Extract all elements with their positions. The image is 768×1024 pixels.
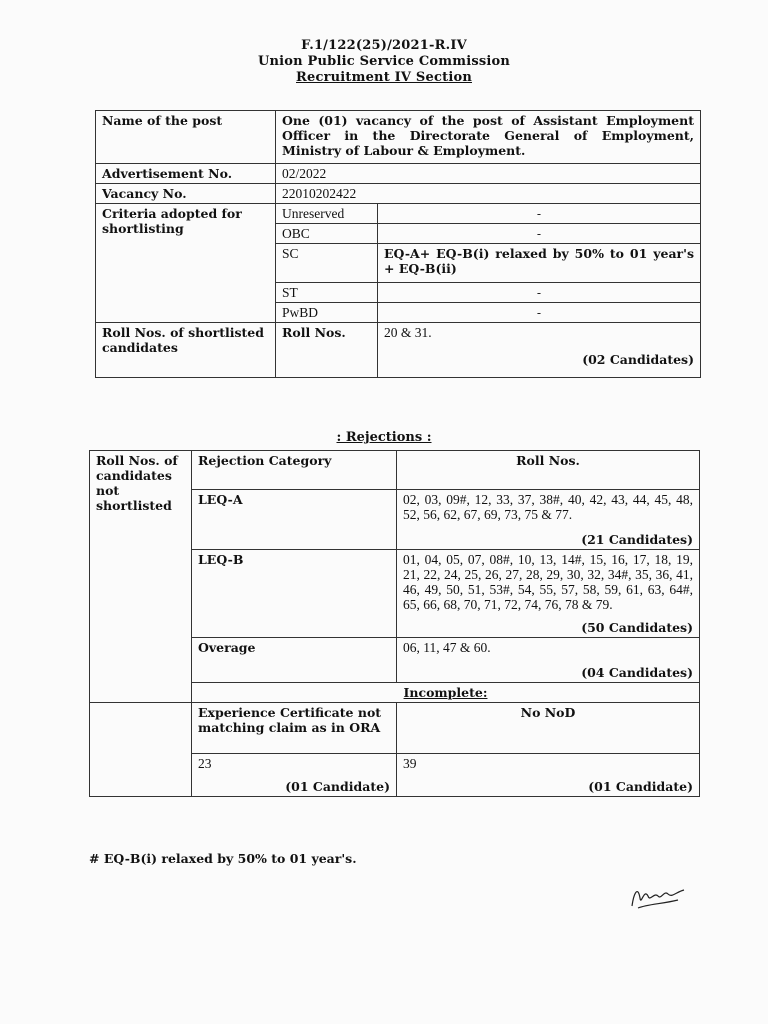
section-name: Recruitment IV Section bbox=[296, 70, 472, 85]
rejection-rolls: 02, 03, 09#, 12, 33, 37, 38#, 40, 42, 43, 44, 45, 48, 52, 56, 62, 67, 69, 73, 75 & 77. bbox=[403, 492, 693, 522]
shortlisted-rolls-cell bbox=[378, 323, 701, 378]
no-nod-roll: 39 bbox=[403, 756, 417, 771]
experience-count: (01 Candidate) bbox=[285, 779, 390, 794]
experience-roll: 23 bbox=[198, 756, 212, 771]
table-row bbox=[96, 323, 701, 378]
table-row bbox=[90, 451, 700, 490]
post-details-table bbox=[95, 110, 701, 378]
advertisement-label: Advertisement No. bbox=[96, 164, 276, 184]
criteria-category: OBC bbox=[276, 224, 378, 244]
rejections-title: : Rejections : bbox=[336, 430, 432, 445]
vacancy-value: 22010202422 bbox=[276, 184, 701, 204]
no-nod-count: (01 Candidate) bbox=[588, 779, 693, 794]
table-row bbox=[96, 204, 701, 224]
rejections-table bbox=[89, 450, 700, 797]
criteria-value: - bbox=[378, 204, 701, 224]
no-nod-rolls-cell bbox=[397, 754, 700, 797]
table-row bbox=[90, 703, 700, 754]
file-number: F.1/122(25)/2021-R.IV bbox=[301, 38, 467, 53]
shortlisted-label: Roll Nos. of shortlisted candidates bbox=[96, 323, 276, 378]
shortlisted-count: (02 Candidates) bbox=[582, 352, 694, 367]
table-row bbox=[96, 164, 701, 184]
advertisement-value: 02/2022 bbox=[276, 164, 701, 184]
experience-rolls-cell bbox=[192, 754, 397, 797]
organization-name: Union Public Service Commission bbox=[257, 54, 511, 69]
no-nod-heading: No NoD bbox=[397, 703, 700, 754]
criteria-category: SC bbox=[276, 244, 378, 283]
criteria-value: - bbox=[378, 303, 701, 323]
roll-nos-header: Roll Nos. bbox=[397, 451, 700, 490]
rejection-category: LEQ-B bbox=[192, 550, 397, 638]
signature bbox=[628, 878, 688, 914]
rejection-count: (04 Candidates) bbox=[581, 665, 693, 680]
shortlisted-rolls: 20 & 31. bbox=[384, 325, 432, 340]
vacancy-label: Vacancy No. bbox=[96, 184, 276, 204]
rejection-rolls-cell bbox=[397, 490, 700, 550]
not-shortlisted-label: Roll Nos. of candidates not shortlisted bbox=[90, 451, 192, 703]
rejection-category: LEQ-A bbox=[192, 490, 397, 550]
rejection-category: Overage bbox=[192, 638, 397, 683]
rejection-rolls-cell bbox=[397, 550, 700, 638]
rejection-rolls: 06, 11, 47 & 60. bbox=[403, 640, 491, 655]
rejection-rolls: 01, 04, 05, 07, 08#, 10, 13, 14#, 15, 16, 17, 18, 19, 21, 22, 24, 25, 26, 27, 28, 29, 30, 32, 34#, 35, 36, 41, 46, 49, 50, 51, 53#, 54, 55, 57, 58, 59, 61, 63, 64#, 65, 66, 68, 70, 71, 72, 74, 76, 78 & 79. bbox=[403, 552, 693, 612]
criteria-label: Criteria adopted for shortlisting bbox=[96, 204, 276, 323]
criteria-category: Unreserved bbox=[276, 204, 378, 224]
rejection-count: (50 Candidates) bbox=[581, 620, 693, 635]
footnote: # EQ-B(i) relaxed by 50% to 01 year's. bbox=[89, 851, 357, 866]
criteria-category: ST bbox=[276, 283, 378, 303]
criteria-value: - bbox=[378, 283, 701, 303]
post-name-value: One (01) vacancy of the post of Assistant Employment Officer in the Directorate General of Employment, Ministry of Labour & Employment. bbox=[276, 111, 701, 164]
criteria-value: - bbox=[378, 224, 701, 244]
post-name-label: Name of the post bbox=[96, 111, 276, 164]
empty-cell bbox=[90, 703, 192, 797]
rejection-category-header: Rejection Category bbox=[192, 451, 397, 490]
criteria-value: EQ-A+ EQ-B(i) relaxed by 50% to 01 year's + EQ-B(ii) bbox=[378, 244, 701, 283]
criteria-category: PwBD bbox=[276, 303, 378, 323]
incomplete-label: Incomplete: bbox=[192, 683, 700, 703]
table-row bbox=[96, 184, 701, 204]
table-row bbox=[96, 111, 701, 164]
experience-heading: Experience Certificate not matching claim as in ORA bbox=[192, 703, 397, 754]
roll-nos-label: Roll Nos. bbox=[276, 323, 378, 378]
rejection-count: (21 Candidates) bbox=[581, 532, 693, 547]
rejection-rolls-cell bbox=[397, 638, 700, 683]
